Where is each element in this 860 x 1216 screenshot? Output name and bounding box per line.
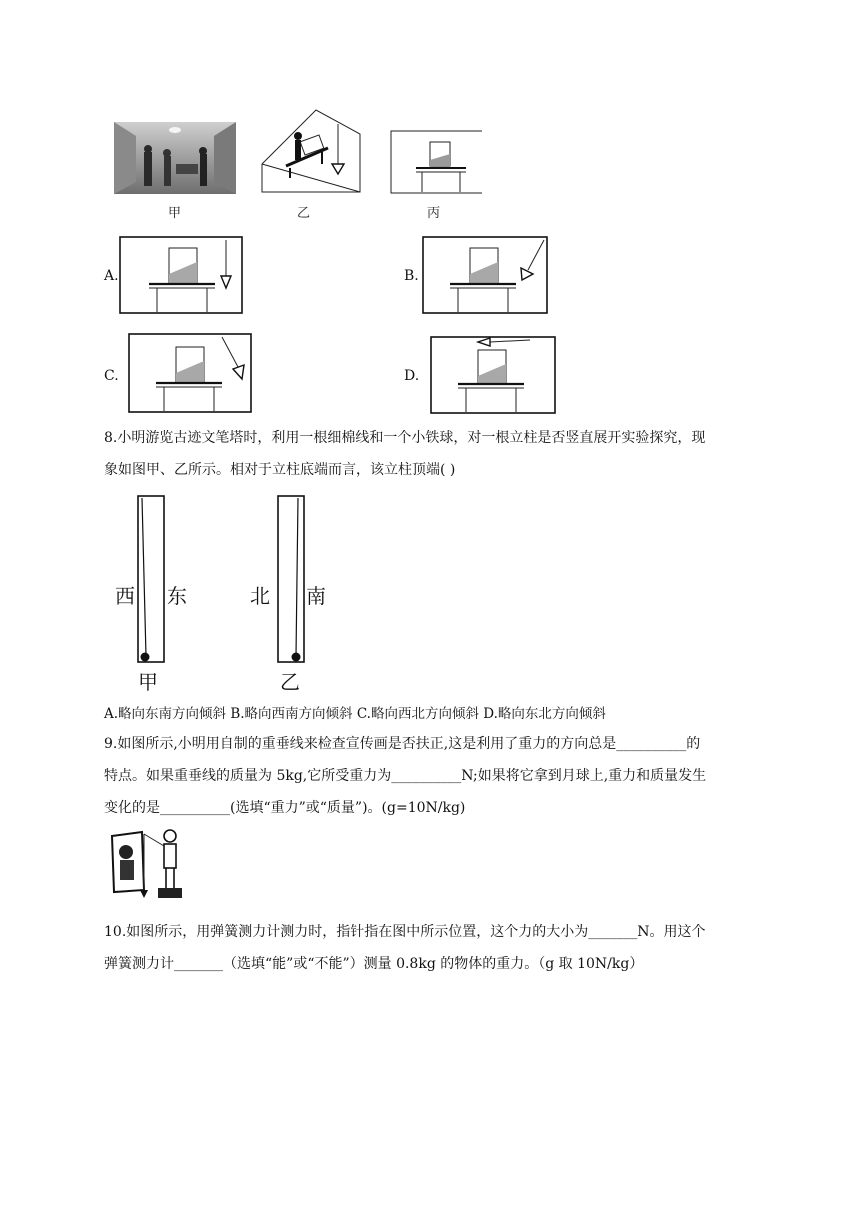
option-d-figure — [430, 336, 556, 414]
q10-text-line2: 弹簧测力计_______（选填“能”或“不能”）测量 0.8kg 的物体的重力。（g 取 10N/kg） — [104, 956, 644, 972]
photo-figure-jia — [114, 122, 236, 194]
caption-bing: 丙 — [427, 206, 441, 221]
option-c-label: C. — [104, 368, 119, 384]
q9-text-line1: 9.如图所示,小明用自制的重垂线来检查宣传画是否扶正,这是利用了重力的方向总是__________的 — [104, 736, 701, 752]
pillar-jia-left-label: 西 — [115, 584, 135, 608]
q8-text-line2: 象如图甲、乙所示。相对于立柱底端而言，该立柱顶端( ) — [104, 462, 456, 478]
option-c-figure — [128, 333, 252, 413]
option-a-figure — [119, 236, 243, 314]
q9-text-line2: 特点。如果重垂线的质量为 5kg,它所受重力为__________N;如果将它拿到月球上,重力和质量发生 — [104, 768, 707, 784]
tilted-house-figure-yi — [258, 108, 362, 194]
q8-text-line1: 8.小明游览古迹文笔塔时，利用一根细棉线和一个小铁球，对一根立柱是否竖直展开实验探究，现 — [104, 430, 706, 446]
pillar-jia-right-label: 东 — [167, 584, 187, 608]
option-d-label: D. — [404, 368, 420, 384]
pillar-yi-left-label: 北 — [250, 584, 270, 608]
option-a-label: A. — [104, 268, 119, 284]
option-b-figure — [422, 236, 548, 314]
q8-options: A.略向东南方向倾斜 B.略向西南方向倾斜 C.略向西北方向倾斜 D.略向东北方向倾斜 — [104, 706, 606, 722]
pillar-yi-right-label: 南 — [306, 584, 326, 608]
q10-text-line1: 10.如图所示，用弹簧测力计测力时，指针指在图中所示位置，这个力的大小为_______N。用这个 — [104, 924, 706, 940]
q9-text-line3: 变化的是__________(选填“重力”或“质量”)。(g=10N/kg) — [104, 800, 466, 816]
caption-jia: 甲 — [168, 206, 182, 221]
room-figure-bing — [390, 130, 484, 194]
plumb-line-poster-figure — [108, 826, 186, 902]
pillar-jia-caption: 甲 — [138, 670, 158, 694]
caption-yi: 乙 — [297, 206, 311, 221]
option-b-label: B. — [404, 268, 419, 284]
pillar-yi-caption: 乙 — [280, 670, 300, 694]
